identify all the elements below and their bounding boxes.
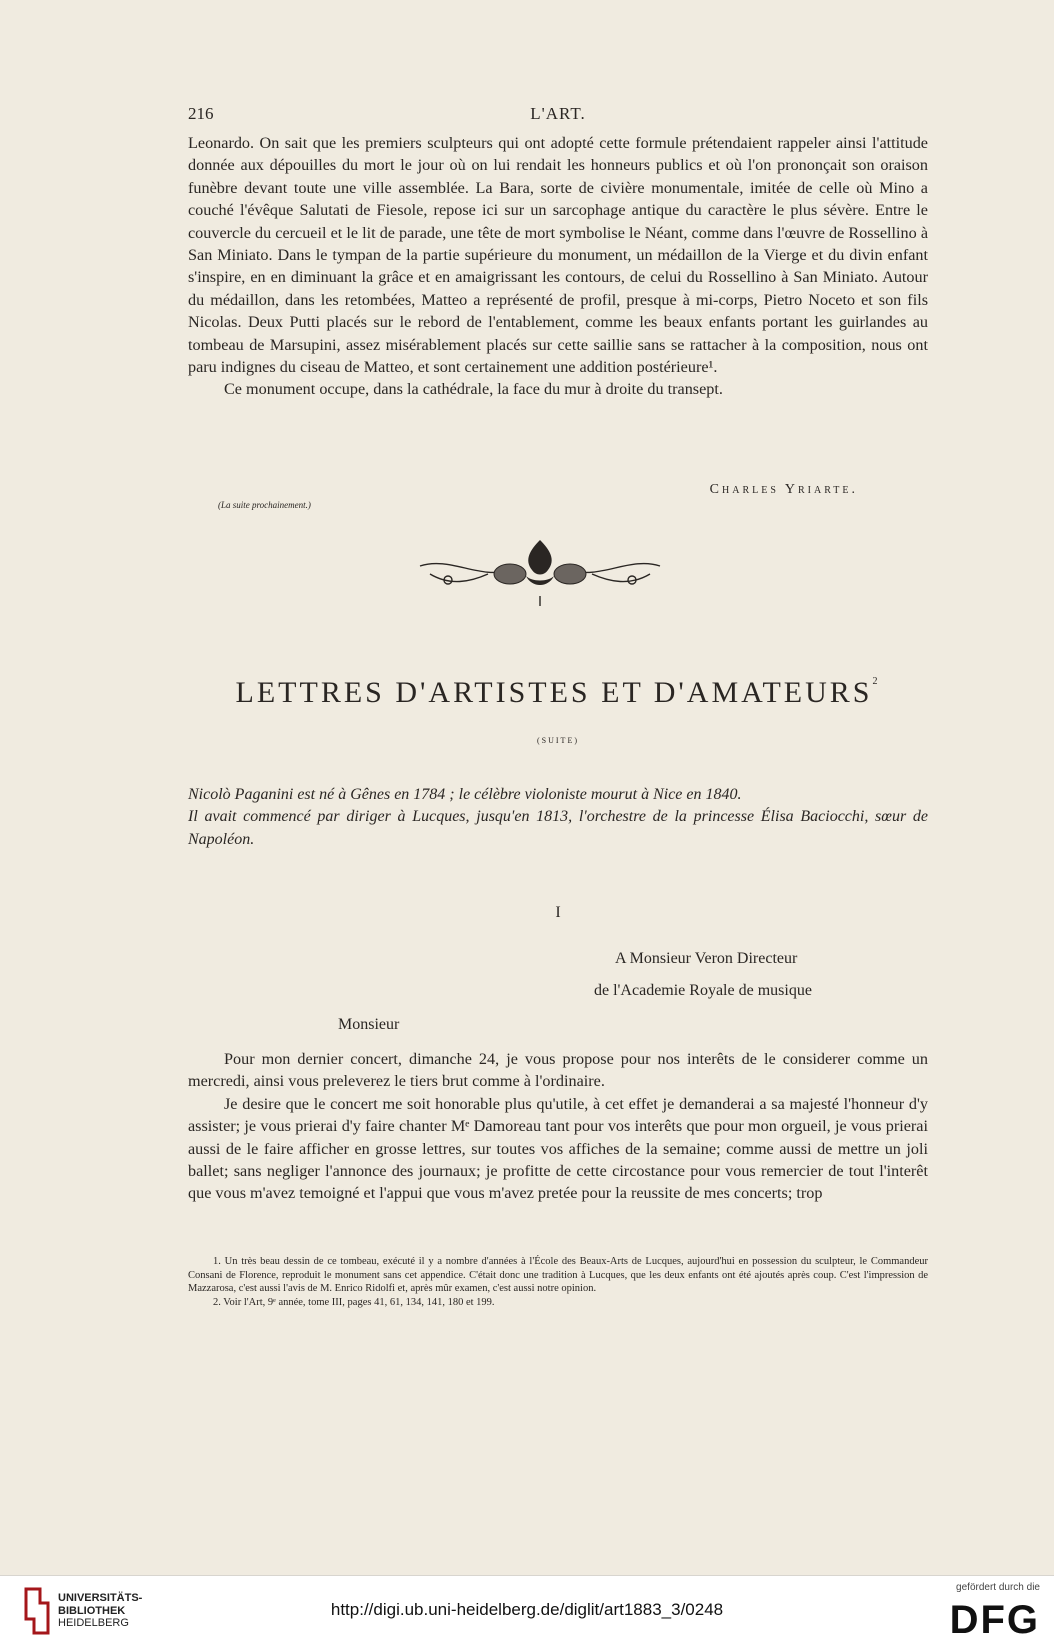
article2-intro [188, 784, 928, 851]
address-line: de l'Academie Royale de musique [594, 982, 812, 999]
intro-line: Nicolò Paganini est né à Gênes en 1784 ; le célèbre violoniste mourut à Nice en 1840. [188, 786, 742, 803]
letter-paragraph: Pour mon dernier concert, dimanche 24, je vous propose pour nos interêts de le considerer comme un mercredi, ainsi vous preleverez le tiers brut comme à l'ordinaire. [188, 1050, 928, 1091]
running-title: L'ART. [530, 104, 586, 123]
funding-note: gefördert durch die [956, 1582, 1040, 1593]
intro-line: Il avait commencé par diriger à Lucques, jusqu'en 1813, l'orchestre de la princesse Élisa Baciocchi, sœur de Napoléon. [188, 808, 928, 848]
page-number: 216 [188, 104, 214, 123]
author-signature: Charles Yriarte. [709, 482, 858, 497]
dfg-logo: DFG [949, 1598, 1040, 1642]
library-line: BIBLIOTHEK [58, 1604, 126, 1617]
ornament-icon [410, 536, 670, 608]
article2-title [188, 676, 928, 710]
article2-suite: (SUITE) [537, 736, 579, 745]
article1-paragraph: Leonardo. On sait que les premiers sculpteurs qui ont adopté cette formule prétendaient rappeler ainsi l'attitude donnée aux dépouilles du mort le jour où on lui rendait les honneurs publics et où l'on prononçait son oraison funèbre devant toute une ville assemblée. La Bara, sorte de civière monumentale, imitée de celle où Mino a couché l'évêque Salutati de Fiesole, repose ici sur un sarcophage antique du caractère le plus sévère. Entre le couvercle du cercueil et le lit de parade, une tête de mort symbolise le Néant, comme dans l'œuvre de Rossellino à San Miniato. Dans le tympan de la partie supérieure du monument, un médaillon de la Vierge et du divin enfant s'inspire, en en diminuant la grâce et en amaigrissant les contours, de celui du Rossellino à San Miniato. Autour du médaillon, dans les retombées, Matteo a représenté de profil, presque à mi-corps, Pietro Noceto et son fils Nicolas. Deux Putti placés sur le rebord de l'entablement, comme les beaux enfants portant les guirlandes au tombeau de Marsupini, assez misérablement placés sur cette saillie sans se rattacher à la composition, nous ont paru indignes du ciseau de Matteo, et sont certainement une addition postérieure¹. [188, 134, 928, 377]
footnotes [188, 1255, 928, 1309]
footnote-mark: 2 [872, 676, 881, 687]
continuation-note: (La suite prochainement.) [218, 500, 311, 510]
footnote: 2. Voir l'Art, 9ᵉ année, tome III, pages 41, 61, 134, 141, 180 et 199. [213, 1296, 495, 1308]
permalink[interactable]: http://digi.ub.uni-heidelberg.de/diglit/art1883_3/0248 [330, 1600, 724, 1619]
section-number: I [555, 904, 561, 921]
address-line: A Monsieur Veron Directeur [615, 950, 798, 967]
letter-body [188, 1048, 928, 1205]
article2-title-text: LETTRES D'ARTISTES ET D'AMATEURS [235, 676, 873, 709]
page-header [188, 104, 928, 126]
footnote: 1. Un très beau dessin de ce tombeau, exécuté il y a nombre d'années à l'École des Beaux-Arts de Lucques, aujourd'hui en possession du sculpteur, le Commandeur Consani de Florence, reproduit le monument sans cet appendice. C'était donc une tradition à Lucques, que les deux enfants ont été ajoutés après coup. C'est l'impression de Mazzarosa, c'est aussi l'avis de M. Enrico Ridolfi et, après mûr examen, c'est aussi notre opinion. [188, 1256, 928, 1295]
library-line: HEIDELBERG [58, 1617, 129, 1629]
salutation: Monsieur [338, 1016, 400, 1033]
letter-paragraph: Je desire que le concert me soit honorable plus qu'utile, à cet effet je demanderai a sa majesté l'honneur d'y assister; je vous prierai d'y faire chanter Mᵉ Damoreau tant pour vos interêts que pour mon orgueil, je vous prierai aussi de le faire afficher en grosse lettres, sur toutes vos affiches de la semaine; comme aussi de mettre un joli ballet; sans negliger l'annonce des journaux; je profitte de cette circostance pour vous remercier de tout l'interêt que vous m'avez temoigné et l'appui que vous m'avez pretée pour la reussite de mes concerts; trop [188, 1094, 928, 1203]
library-line: UNIVERSITÄTS- [58, 1592, 143, 1604]
article1-body [188, 132, 928, 401]
article1-paragraph: Ce monument occupe, dans la cathédrale, la face du mur à droite du transept. [224, 380, 723, 399]
